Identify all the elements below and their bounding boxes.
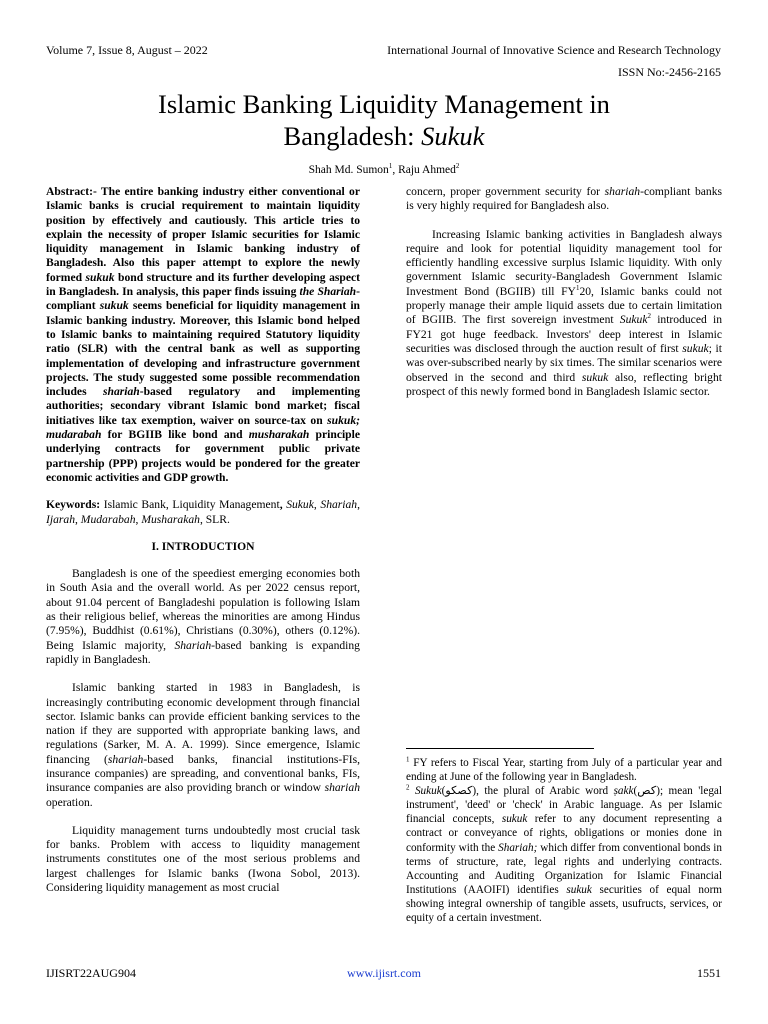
journal-name: International Journal of Innovative Science and Research Technology (387, 43, 721, 57)
intro-paragraph-1: Bangladesh is one of the speediest emerging economies both in South Asia and the overall world. As per 2022 census report, about 91.04 percent of Bangladeshi population is following Islam as their religious belief, whereas the minorities are among Hindus (7.95%), Buddhist (0.61%), Christians (0.30%), others (0.12%). Being Islamic majority, Shariah-based banking is expanding rapidly in Bangladesh. (46, 567, 360, 666)
title-italic: Sukuk (421, 121, 485, 151)
footnote-separator (406, 748, 594, 749)
author-2: Raju Ahmed (398, 164, 456, 176)
section-heading-introduction: I. INTRODUCTION (151, 539, 255, 553)
intro-paragraph-3: Liquidity management turns undoubtedly most crucial task for banks. Problem with access to liquidity management instruments constitutes one of the most serious problems and largest challenges for Islamic banks (Iwona Sobol, 2013). Considering liquidity management as most crucial (46, 823, 360, 895)
footnote-1: $^1$ FY refers to Fiscal Year, starting from July of a particular year and ending at June of the following year in Bangladesh. (406, 755, 722, 784)
footnote-2: $^2$ Sukuk(كصكو), the plural of Arabic word ṣakk(كص); mean 'legal instrument', 'deed' or 'check' in Arabic language. As per Islamic financial concepts, sukuk refer to any document representing a contract or conveyance of rights, obligations or monies done in conformity with the Shariah; which differ from conventional bonds in terms of structure, rate, legal rights and underlying contracts. Accounting and Auditing Organization for Islamic Financial Institutions (AAOIFI) identifies sukuk securities of equal norm showing integral ownership of tangible assets, usufructs, services, or equity of a certain investment. (406, 783, 723, 925)
left-column (46, 185, 360, 895)
authors (0, 164, 768, 176)
intro-paragraph-2: Islamic banking started in 1983 in Bangladesh, is increasingly contributing economic development through financial sector. Islamic banks can provide efficient banking services to the nation if they are supported with appropriate banking laws, and regulations (Sarker, M. A. A. 1999). Since emergence, Islamic financing (shariah-based banks, financial institutions-FIs, insurance companies) are spreading, and conventional banks, FIs, insurance companies are also providing branch or window shariah operation. (46, 681, 360, 809)
right-column (406, 185, 722, 399)
intro-paragraph-3-continued: concern, proper government security for shariah-compliant banks is very highly required for Bangladesh also. (406, 185, 723, 213)
paper-title (60, 88, 708, 152)
keywords: Keywords: Islamic Bank, Liquidity Management, Sukuk, Shariah, Ijarah, Mudarabah, Musharakah, SLR. (46, 498, 361, 526)
author-1: Shah Md. Sumon (308, 164, 389, 176)
abstract: Abstract:- The entire banking industry either conventional or Islamic banks is crucial requirement to maintain liquidity position by effectively and cautiously. This article tries to explain the necessity of proper Islamic securities for Islamic liquidity management in Islamic banking industry of Bangladesh. Also this paper attempt to explore the newly formed sukuk bond structure and its further developing aspect in Bangladesh. In analysis, this paper finds issuing the Shariah-compliant sukuk seems beneficial for liquidity management in Islamic banking industry. Moreover, this Islamic bond helped to Islamic banks to maintaining required Statutory liquidity ratio (SLR) with the central bank as well as supporting implementation of developing and infrastructure government projects. The study suggested some possible recommendation includes shariah-based regulatory and implementing authorities; secondary vibrant Islamic bond market; fiscal initiatives like tax exemption, waiver on source-tax on sukuk; mudarabah for BGIIB like bond and musharakah principle underlying contracts for government public private partnership (PPP) projects would be pondered for the greater economic activities and GDP growth. (46, 185, 360, 484)
author-sep: , (392, 164, 399, 176)
issn: ISSN No:-2456-2165 (617, 65, 721, 79)
page-number: 1551 (697, 966, 721, 980)
volume-info: Volume 7, Issue 8, August – 2022 (46, 43, 208, 57)
title-line-2 (60, 120, 708, 152)
footnotes (406, 756, 722, 925)
author-2-sup: 2 (455, 162, 460, 171)
article-code: IJISRT22AUG904 (46, 966, 136, 980)
author-1-sup: 1 (388, 162, 393, 171)
title-line-2-text: Bangladesh: (283, 121, 422, 151)
journal-url-link[interactable]: www.ijisrt.com (347, 966, 421, 980)
title-line-1: Islamic Banking Liquidity Management in (158, 89, 610, 119)
intro-paragraph-4: Increasing Islamic banking activities in Bangladesh always require and look for potential liquidity management tool for efficiently handling excessive surplus Islamic liquidity. With only government Islamic security-Bangladesh Government Islamic Investment Bond (BGIIB) till $FY^120$, Islamic banks could not properly manage their ample liquid assets due to certain limitation of BGIIB. The first sovereign investment Sukuk$^2$ introduced in FY21 got huge feedback. Investors' deep interest in Islamic securities was disclosed through the auction result of first sukuk; it was over-subscribed nearly by six times. The similar scenarios were observed in the second and third sukuk also, reflecting bright prospect of this newly formed bond in Bangladesh Islamic sector. (406, 227, 723, 398)
